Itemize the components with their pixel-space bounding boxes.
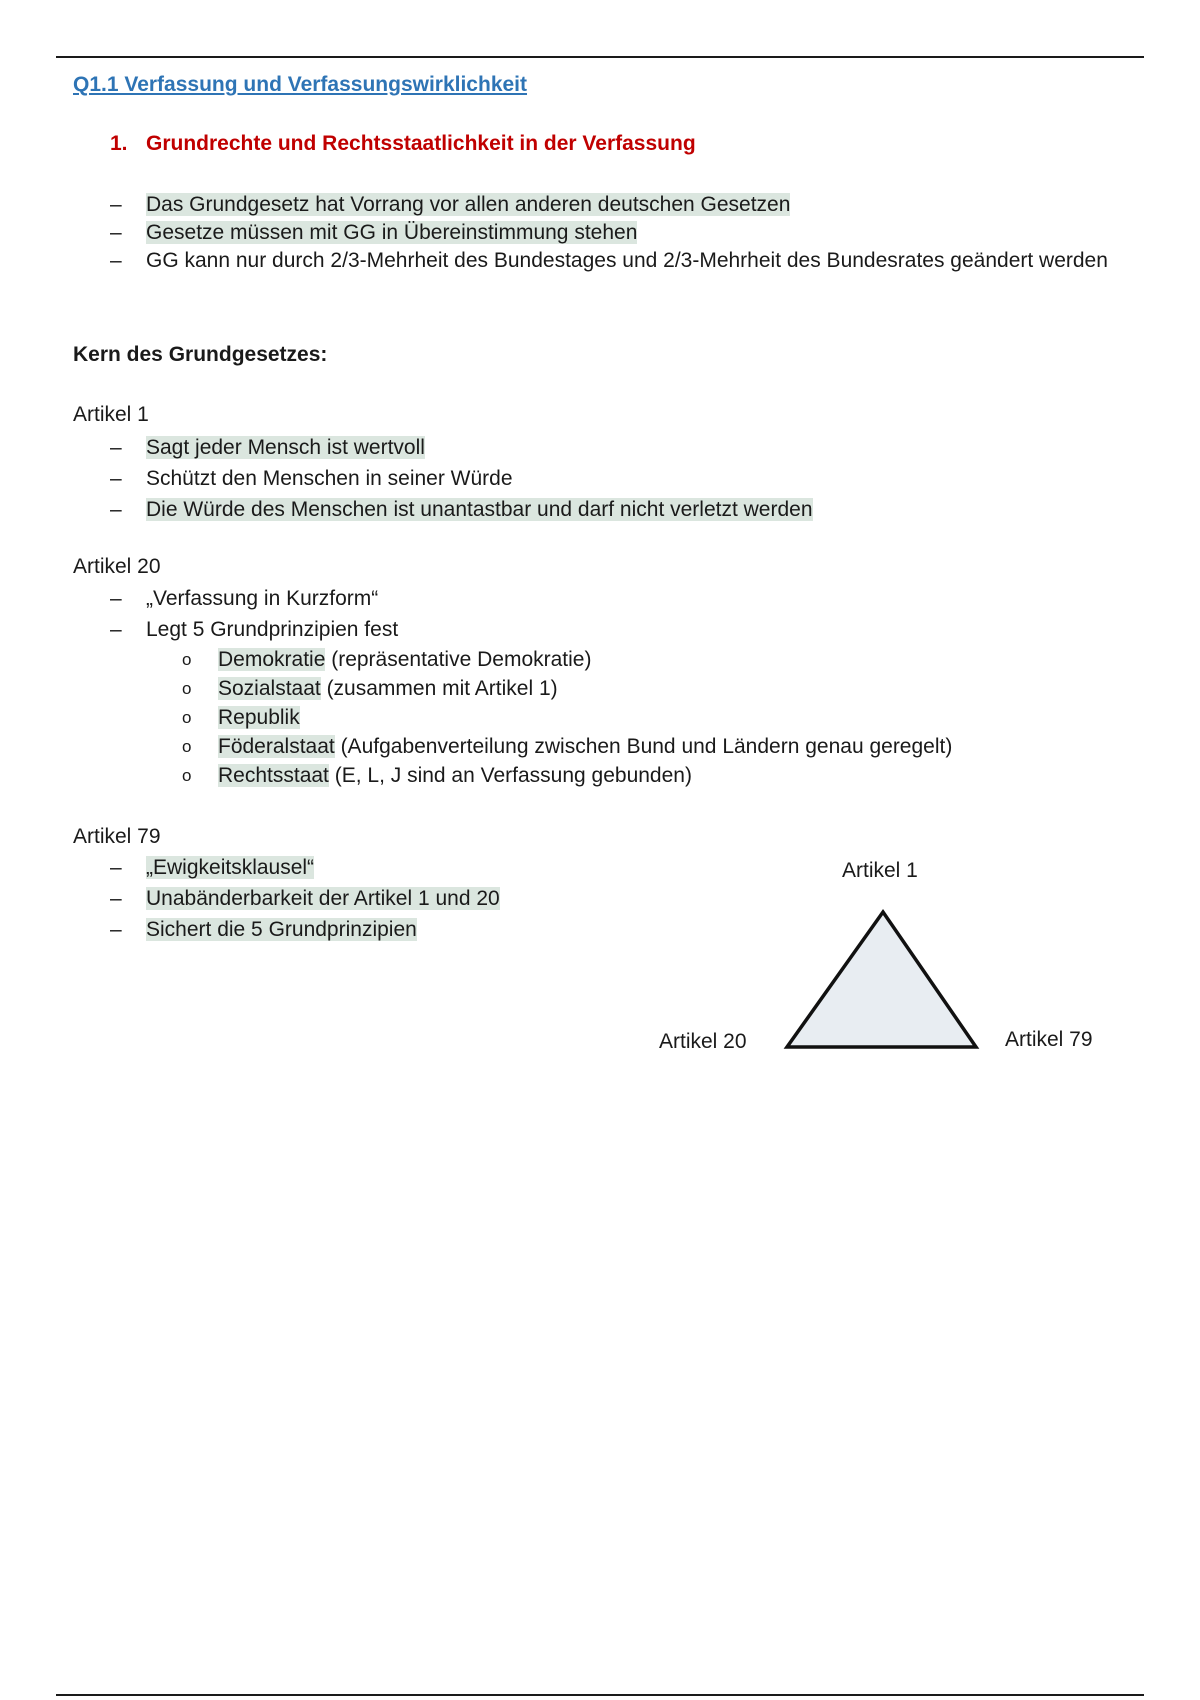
triangle-shape [787,912,976,1047]
artikel1-list [110,432,813,525]
heading-number: 1. [110,132,128,155]
list-item: – „Ewigkeitsklausel“ [110,856,315,879]
list-item: – Schützt den Menschen in seiner Würde [110,467,513,490]
triangle-top-label: Artikel 1 [842,859,918,882]
list-item: – Sagt jeder Mensch ist wertvoll [110,436,425,459]
principle-item: o Rechtsstaat (E, L, J sind an Verfassung gebunden) [182,764,692,787]
artikel20-list [110,583,952,790]
top-rule [56,56,1144,58]
list-item: – Das Grundgesetz hat Vorrang vor allen anderen deutschen Gesetzen [110,193,791,216]
artikel-triangle [780,905,980,1055]
list-item: – Legt 5 Grundprinzipien fest o Demokratie (repräsentative Demokratie) o Sozialstaat (zusammen mit Artikel 1) o Republik o Föderalstaat (Aufgabenverteilung zwischen Bund und Ländern genau geregelt) o Rechtsstaat (E, L, J sind an Verfassung gebunden) [110,614,952,790]
list-item: – Unabänderbarkeit der Artikel 1 und 20 [110,887,500,910]
list-item: – Gesetze müssen mit GG in Übereinstimmung stehen [110,221,638,244]
triangle-right-label: Artikel 79 [1005,1028,1093,1051]
list-item: – GG kann nur durch 2/3-Mehrheit des Bundestages und 2/3-Mehrheit des Bundesrates geändert werden [110,249,1108,272]
principle-item: o Demokratie (repräsentative Demokratie) [182,648,592,671]
bottom-rule [56,1694,1144,1696]
principle-item: o Sozialstaat (zusammen mit Artikel 1) [182,677,558,700]
artikel1-label: Artikel 1 [73,403,149,426]
artikel79-label: Artikel 79 [73,825,161,848]
list-item: – „Verfassung in Kurzform“ [110,587,379,610]
list-item: – Sichert die 5 Grundprinzipien [110,918,417,941]
principle-item: o Republik [182,706,300,729]
artikel79-list [110,852,500,945]
heading-text: Grundrechte und Rechtsstaatlichkeit in der Verfassung [146,132,696,155]
kern-label: Kern des Grundgesetzes: [73,343,328,366]
section-heading [110,132,696,156]
intro-list [110,191,1121,275]
principles-list [182,645,952,790]
list-item: – Die Würde des Menschen ist unantastbar und darf nicht verletzt werden [110,498,813,521]
triangle-left-label: Artikel 20 [659,1030,747,1053]
principle-item: o Föderalstaat (Aufgabenverteilung zwischen Bund und Ländern genau geregelt) [182,735,953,758]
artikel20-label: Artikel 20 [73,555,161,578]
document-title[interactable]: Q1.1 Verfassung und Verfassungswirklichkeit [73,73,528,96]
